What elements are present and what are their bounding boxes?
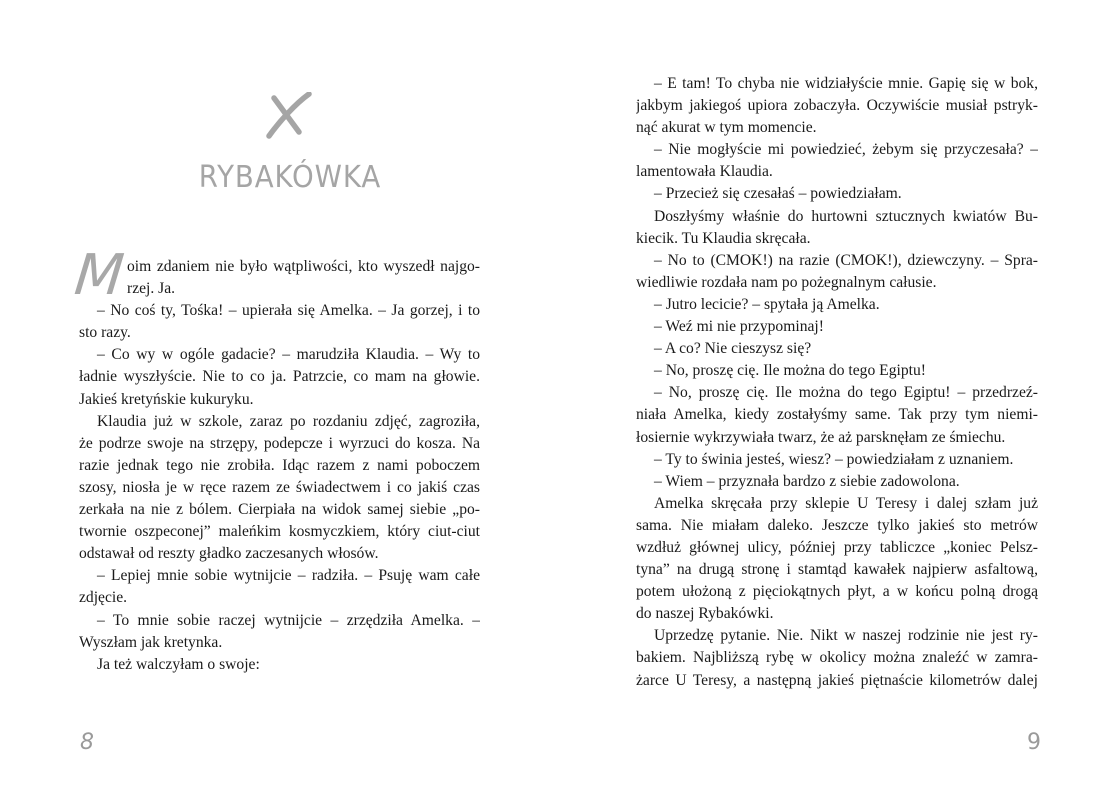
text-line: zdjęcie. (79, 589, 128, 607)
right-page (558, 0, 1116, 800)
text-line: sto razy. (79, 324, 131, 342)
text-line: twornie oszpeconej” maleńkim kosmyczkiem, który ciut-ciut (79, 523, 480, 541)
text-line: niała Amelka, kiedy zostałyśmy same. Tak przy tym niemi- (636, 406, 1038, 424)
text-line: – Jutro lecicie? – spytała ją Amelka. (654, 295, 880, 313)
text-line: szosy, niosła je w ręce razem ze świadectwem i co jakiś czas (79, 478, 480, 496)
text-line: że podrze swoje na strzępy, podepcze i wyrzuci do kosza. Na (79, 434, 480, 452)
text-line: – No, proszę cię. Ile można do tego Egiptu! – przedrzeź- (654, 384, 1038, 402)
text-line: – Nie mogłyście mi powiedzieć, żebym się przyczesała? – (654, 141, 1038, 159)
text-line: – No coś ty, Tośka! – upierała się Amelka. – Ja gorzej, i to (97, 302, 480, 320)
chapter-number-x-glyph (255, 92, 325, 144)
text-line: – To mnie sobie raczej wytnijcie – zrzędziła Amelka. – (97, 611, 480, 629)
chapter-number (200, 92, 380, 144)
text-line: Klaudia już w szkole, zaraz po rozdaniu zdjęć, zagroziła, (97, 412, 480, 430)
page-number-left: 8 (80, 730, 94, 755)
text-line: Ja też walczyłam o swoje: (97, 655, 260, 673)
text-line: sama. Nie miałam daleko. Jeszcze tylko jakieś sto metrów (636, 516, 1038, 534)
text-line: – A co? Nie cieszysz się? (654, 340, 812, 358)
text-line: – Przecież się czesałaś – powiedziałam. (654, 185, 902, 203)
text-line: potem ułożoną z pięciokątnych płyt, a w końcu polną drogą (636, 583, 1038, 601)
chapter-title: RYBAKÓWKA (198, 160, 382, 195)
text-line: Jakieś kretyńskie kukuryku. (79, 390, 254, 408)
page-number-right: 9 (1027, 730, 1041, 755)
text-line: – Wiem – przyznała bardzo z siebie zadowolona. (654, 472, 960, 490)
text-line: zerkała na nie z bólem. Cierpiała na widok samej siebie „po- (79, 501, 480, 519)
text-line: – E tam! To chyba nie widziałyście mnie. Gapię się w bok, (654, 75, 1038, 92)
drop-cap: M (71, 243, 127, 308)
right-body-text (636, 73, 1038, 692)
text-line: do naszej Rybakówki. (636, 605, 774, 623)
text-line: ładnie wyszłyście. Nie to co ja. Patrzcie, co mam na głowie. (79, 368, 480, 386)
text-line: nąć akurat w tym momencie. (636, 119, 817, 137)
text-line: jakbym jakiegoś upiora zobaczyła. Oczywiście musiał pstryk- (636, 97, 1038, 115)
text-line: tyna” na drugą stronę i stamtąd kawałek najpierw asfaltową, (636, 561, 1038, 579)
text-line: rzej. Ja. (127, 280, 176, 298)
text-line: wzdłuż głównej ulicy, później przy tabliczce „koniec Pelsz- (636, 538, 1038, 556)
text-line: żarce U Teresy, a następną jakieś piętnaście kilometrów dalej (636, 671, 1038, 689)
text-line: Amelka skręcała przy sklepie U Teresy i dalej szłam już (654, 494, 1038, 512)
text-line: – Weź mi nie przypominaj! (654, 318, 824, 336)
text-line: Uprzedzę pytanie. Nie. Nikt w naszej rodzinie nie jest ry- (654, 627, 1038, 645)
text-line: łosiernie wykrzywiała twarz, że aż parsknęłam ze śmiechu. (636, 428, 1006, 446)
text-line: Wyszłam jak kretynka. (79, 633, 223, 651)
left-body-text (71, 243, 480, 676)
text-line: bakiem. Najbliższą rybę w okolicy można znaleźć w zamra- (636, 649, 1038, 667)
text-line: – Lepiej mnie sobie wytnijcie – radziła. – Psuję wam całe (97, 567, 480, 585)
text-line: – Ty to świnia jesteś, wiesz? – powiedziałam z uznaniem. (654, 450, 1014, 468)
text-line: oim zdaniem nie było wątpliwości, kto wyszedł najgo- (127, 258, 480, 275)
text-line: – Co wy w ogóle gadacie? – marudziła Klaudia. – Wy to (97, 346, 480, 364)
text-line: lamentowała Klaudia. (636, 163, 773, 181)
text-line: odstawał od reszty gładko zaczesanych włosów. (79, 545, 379, 563)
text-line: – No, proszę cię. Ile można do tego Egiptu! (654, 362, 926, 380)
text-line: razie jednak tego nie zrobiła. Idąc razem z nami poboczem (79, 456, 480, 474)
text-line: wiedliwie rozdała nam po pożegnalnym całusie. (636, 273, 937, 291)
text-line: kiecik. Tu Klaudia skręcała. (636, 229, 811, 247)
text-line: – No to (CMOK!) na razie (CMOK!), dziewczyny. – Spra- (654, 251, 1038, 269)
text-line: Doszłyśmy właśnie do hurtowni sztucznych kwiatów Bu- (654, 207, 1038, 225)
